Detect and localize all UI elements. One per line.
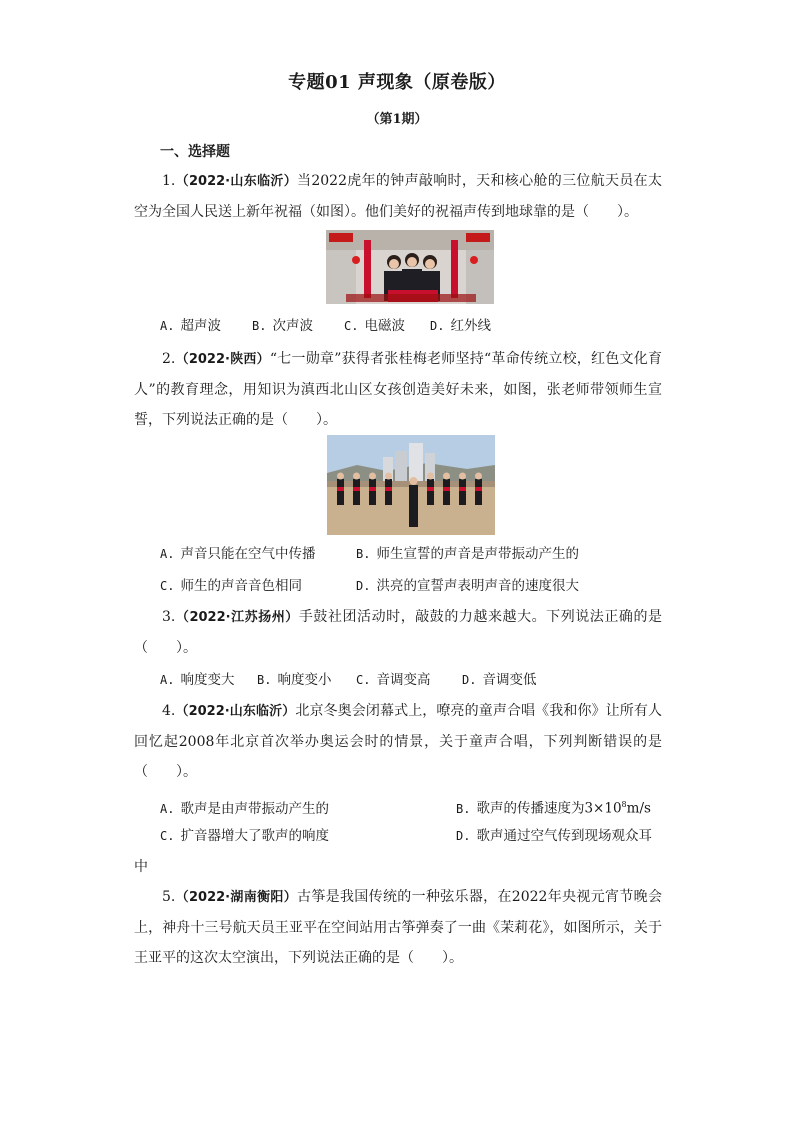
question-text: “七一勋章”获得者张桂梅老师坚持“革命传统立校，红色文化育人”的教育理念，用知识为滇西北山区女孩创造美好未来，如图，张老师带领师生宣誓，下列说法正确的是（ ）。 [134,351,662,428]
question-number: 2. [162,351,176,367]
page-subtitle: （第1期） [366,112,428,127]
option-a: A. 超声波 [160,318,221,334]
question-4-options-row-2 [160,826,652,846]
question-1 [134,166,662,227]
question-source: （2022·陕西） [175,352,270,367]
question-3-options [160,670,536,690]
page-title: 专题01 声现象（原卷版） [288,72,506,93]
question-4 [134,696,662,787]
option-b: B. 师生宣誓的声音是声带振动产生的 [356,546,579,562]
unit: m/s [626,800,651,817]
option-c: C. 电磁波 [344,318,405,334]
option-d: D. 音调变低 [462,672,537,688]
question-4-options-row-1 [160,795,651,819]
question-source: （2022·江苏扬州） [175,610,299,625]
question-number: 4. [162,703,176,719]
option-c: C. 扩音器增大了歌声的响度 [160,828,329,844]
question-number: 5. [162,889,176,905]
section-heading: 一、选择题 [160,144,230,160]
question-text: 北京冬奥会闭幕式上，嘹亮的童声合唱《我和你》让所有人回忆起2008年北京首次举办奥运会时的情景，关于童声合唱，下列判断错误的是（ ）。 [134,703,663,780]
option-d: D. 歌声通过空气传到现场观众耳 [456,828,652,844]
option-c: C. 师生的声音音色相同 [160,578,302,594]
question-3 [134,602,662,663]
question-text: 当2022虎年的钟声敲响时，天和核心舱的三位航天员在太空为全国人民送上新年祝福（如图）。他们美好的祝福声传到地球靠的是（ ）。 [134,173,662,220]
question-5 [134,882,662,973]
question-source: （2022·山东临沂） [175,174,298,189]
question-text: 古筝是我国传统的一种弦乐器，在2022年央视元宵节晚会上，神舟十三号航天员王亚平在空间站用古筝弹奏了一曲《茉莉花》，如图所示，关于王亚平的这次太空演出，下列说法正确的是（ ）。 [134,889,662,966]
option-d: D. 红外线 [430,318,491,334]
question-number: 1. [162,173,176,189]
question-1-options [160,316,491,336]
option-b: B. 歌声的传播速度为$3\times 10^8m/s$ [456,800,651,817]
question-source: （2022·山东临沂） [175,704,296,719]
question-2-options-row-2 [160,576,579,596]
option-a: A. 响度变大 [160,672,235,688]
question-2 [134,344,662,435]
option-d-continuation: 中 [134,859,148,875]
option-b: B. 次声波 [252,318,313,334]
option-c: C. 音调变高 [356,672,431,688]
question-source: （2022·湖南衡阳） [175,890,298,905]
astronauts-photo [326,230,494,304]
option-a: A. 歌声是由声带振动产生的 [160,800,329,817]
question-text: 手鼓社团活动时，敲鼓的力越来越大。下列说法正确的是（ ）。 [134,609,662,656]
teachers-oath-photo [327,435,495,535]
question-number: 3. [162,609,176,625]
exponent: 8 [621,800,627,809]
option-d: D. 洪亮的宣誓声表明声音的速度很大 [356,578,579,594]
option-a: A. 声音只能在空气中传播 [160,546,316,562]
question-2-options-row-1 [160,544,579,564]
option-b: B. 响度变小 [257,672,332,688]
